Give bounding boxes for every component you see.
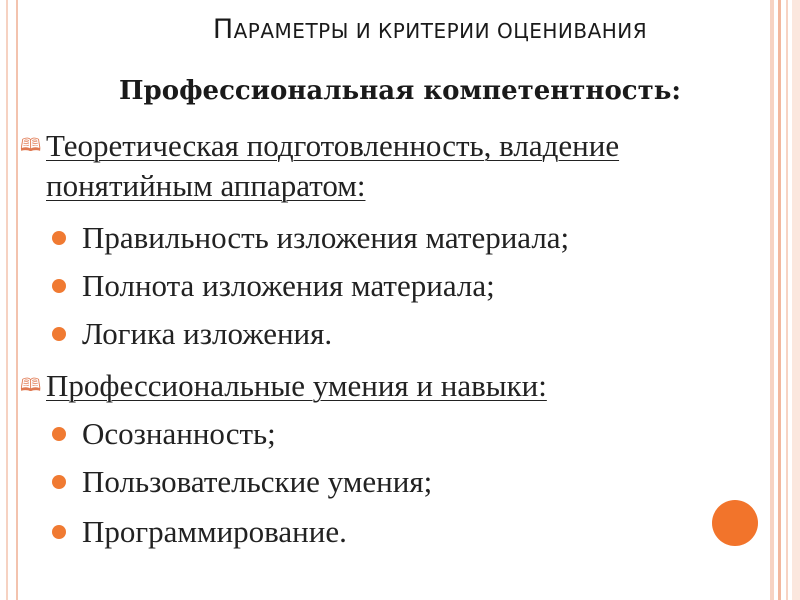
open-book-icon: 🕮 xyxy=(20,375,42,396)
list-item-text: Логика изложения. xyxy=(82,316,333,351)
orange-circle-icon xyxy=(712,500,758,546)
orange-dot-icon xyxy=(52,525,66,539)
section-heading-text: Теоретическая подготовленность, владение понятийным аппаратом: xyxy=(46,128,620,203)
open-book-icon: 🕮 xyxy=(20,135,42,156)
list-item xyxy=(52,416,752,452)
list-item-text: Программирование. xyxy=(82,514,347,549)
list-item xyxy=(52,464,752,500)
list-item-text: Правильность изложения материала; xyxy=(82,220,570,255)
slide-title-initial: П xyxy=(212,14,234,45)
orange-dot-icon xyxy=(52,231,66,245)
list-item-text: Осознанность; xyxy=(82,416,276,451)
list-item xyxy=(52,316,752,352)
orange-dot-icon xyxy=(52,427,66,441)
slide-title xyxy=(120,14,740,45)
list-item-text: Пользовательские умения; xyxy=(82,464,433,499)
list-item-text: Полнота изложения материала; xyxy=(82,268,495,303)
slide-title-rest: АРАМЕТРЫ И КРИТЕРИИ ОЦЕНИВАНИЯ xyxy=(233,19,648,43)
list-item xyxy=(52,220,752,256)
section-heading xyxy=(20,366,740,406)
orange-dot-icon xyxy=(52,327,66,341)
section-heading xyxy=(20,126,740,206)
orange-dot-icon xyxy=(52,475,66,489)
list-item xyxy=(52,268,752,304)
list-item xyxy=(52,514,752,550)
section-heading-text: Профессиональные умения и навыки: xyxy=(46,368,547,403)
orange-dot-icon xyxy=(52,279,66,293)
slide-subtitle: Профессиональная компетентность: xyxy=(119,76,681,106)
